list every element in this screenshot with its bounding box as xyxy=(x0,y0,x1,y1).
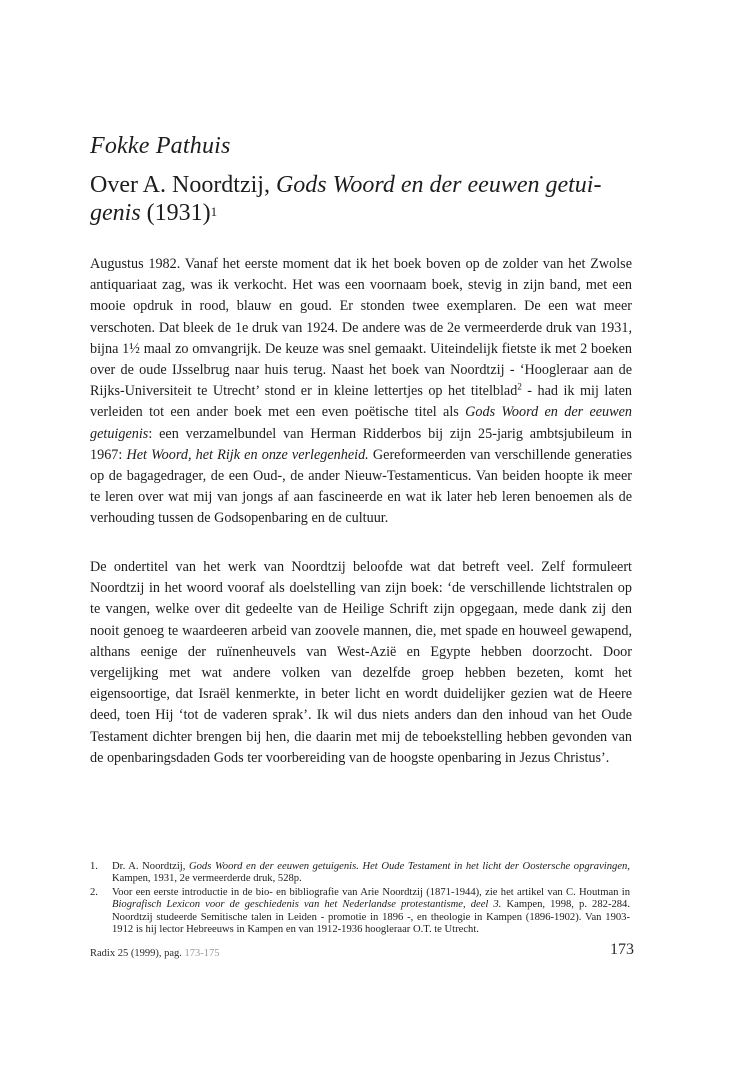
title-prefix: Over A. Noordtzij, xyxy=(90,172,276,198)
footnote-text xyxy=(112,887,630,937)
title-suffix: (1931) xyxy=(140,200,211,226)
footnotes xyxy=(90,861,630,937)
paragraph-2: De ondertitel van het werk van Noordtzij beloofde wat dat betreft veel. Zelf formuleert Noordtzij in het woord vooraf als doelstelling van zijn boek: ‘de verschillende lichtstralen op te vangen, welke over dit gedeelte van de Heilige Schrift zijn opgegaan, mede dank zij den nooit genoeg te waardeeren arbeid van zoovele mannen, die, met spade en houweel gewapend, althans eenige der ruïnenheuvels van West-Azië en Egypte hebben doorzocht. Door vergelijking met wat andere volken van dezelfde groep hebben bezeten, komt het eigensoortige, dat Israël kenmerkte, in beter licht en wordt duidelijker gezien wat de Heere deed, toen Hij ‘tot de vaderen sprak’. Ik wil dus niets anders dan den inhoud van het Oude Testament dichter brengen bij hen, die daarin met mij de teboekstelling hebben gevonden van de openbaringsdaden Gods ter voorbereiding van de hoogste openbaring in Jezus Christus’. xyxy=(90,559,632,766)
footnote-2 xyxy=(90,887,630,937)
journal-pages: 173-175 xyxy=(184,948,220,959)
page-number: 173 xyxy=(610,941,634,958)
footnote-1-text-a: Dr. A. Noordtzij, xyxy=(112,861,189,872)
footnote-ref-2: 2 xyxy=(517,381,522,392)
title-italic: Gods Woord en der eeuwen getui-genis xyxy=(90,172,602,226)
title-footnote-ref: 1 xyxy=(210,204,218,219)
journal-reference xyxy=(90,948,220,959)
paragraph-1-text-b: - had ik mij laten verleiden tot een ander boek met een even poëtische titel als xyxy=(90,383,632,421)
footnote-number: 2. xyxy=(90,886,98,898)
footnote-1-text-b: Kampen, 1931, 2e vermeerderde druk, 528p. xyxy=(112,873,302,885)
paragraph-1 xyxy=(90,254,632,530)
paragraph-1-italic-title-2: Het Woord, het Rijk en onze verlegenheid. xyxy=(126,446,369,463)
footnote-2-text-a: Voor een eerste introductie in de bio- en bibliografie van Arie Noordtzij (1871-1944), zie het artikel van C. Houtman in xyxy=(112,886,630,898)
footnote-text xyxy=(112,861,630,886)
article-title xyxy=(90,171,650,230)
paragraph-1-text-a: Augustus 1982. Vanaf het eerste moment dat ik het boek boven op de zolder van het Zwolse antiquariaat zag, was ik verkocht. Het was een voornaam boek, stevig in zijn band, met een mooie opdruk in rood, blauw en goud. Er stonden twee exemplaren. De een wat meer verschoten. Dat bleek de 1e druk van 1924. De andere was de 2e vermeerderde druk van 1931, bijna 1½ maal zo omvangrijk. De keuze was snel gemaakt. Uiteindelijk fietste ik met 2 boeken over de oude IJsselbrug naar huis terug. Naast het boek van Noordtzij - ‘Hoogleraar aan de Rijks-Universiteit te Utrecht’ stond er in kleine lettertjes op het titelblad xyxy=(90,256,632,400)
footnote-number: 1. xyxy=(90,861,98,872)
footnote-1-italic: Gods Woord en der eeuwen getuigenis. Het Oude Testament in het licht der Oostersche opgravingen, xyxy=(188,861,630,872)
footnote-2-text-b: Kampen, 1998, p. 282-284. Noordtzij studeerde Semitische talen in Leiden - promotie in 1896 -, en theologie in Kampen (1896-1902). Van 1903-1912 is hij lector Hebreeuws in Kampen en van 1912-1936 hoogleraar O.T. te Utrecht. xyxy=(112,899,631,936)
journal-name: Radix 25 (1999), pag. xyxy=(90,948,185,959)
paragraph-1-text-d: Gereformeerden van verschillende generaties op de bagagedrager, de een Oud-, de ander Nieuw-Testamenticus. Van beiden hoopte ik meer te leren over wat mij van jongs af aan fascineerde en wat ik later heb leren benoemen als de verhouding tussen de Godsopenbaring en de cultuur. xyxy=(90,446,632,527)
footnote-1 xyxy=(90,861,630,886)
footnote-2-italic: Biografisch Lexicon voor de geschiedenis van het Nederlandse protestantisme, deel 3. xyxy=(112,899,502,911)
author-name: Fokke Pathuis xyxy=(90,133,231,159)
paragraph-1-italic-title: Gods Woord en der eeuwen getuigenis xyxy=(90,404,632,442)
paragraph-1-text-c: : een verzamelbundel van Herman Ridderbos bij zijn 25-jarig ambtsjubileum in 1967: xyxy=(90,425,632,463)
